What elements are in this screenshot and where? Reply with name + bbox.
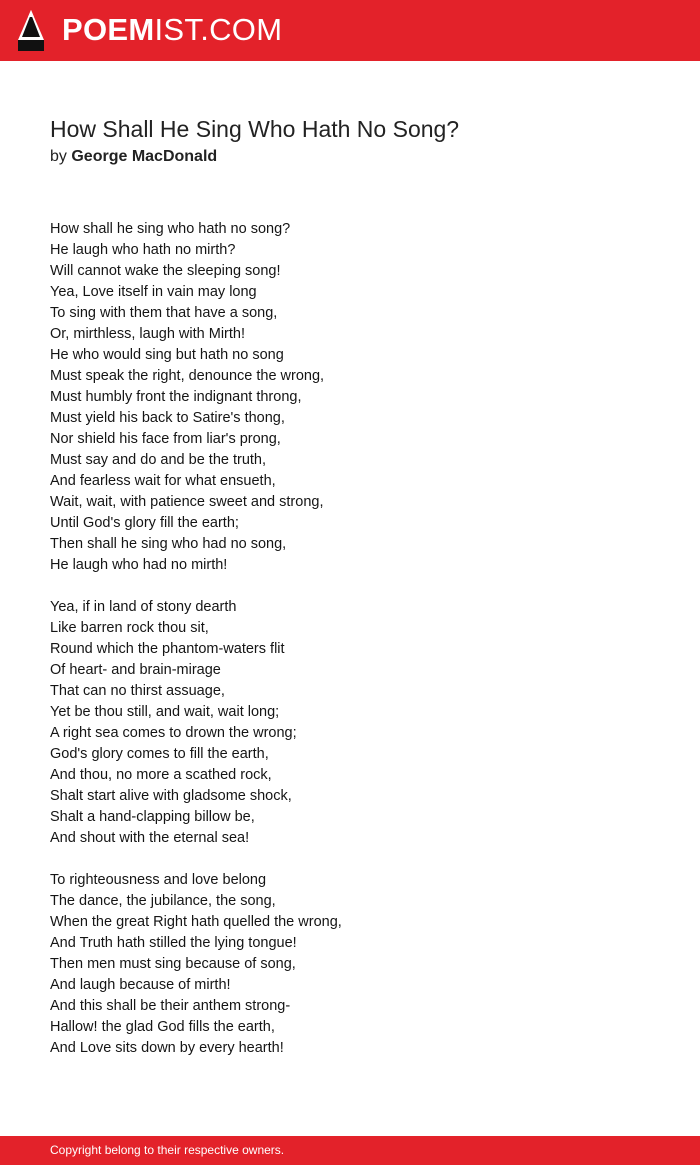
poem-line: He laugh who had no mirth! bbox=[50, 557, 228, 573]
poem-line: And shout with the eternal sea! bbox=[50, 830, 250, 846]
poem-line: Of heart- and brain-mirage bbox=[50, 662, 221, 678]
poem-line: He laugh who hath no mirth? bbox=[50, 242, 236, 258]
poem-line: Must say and do and be the truth, bbox=[50, 452, 267, 468]
stanza-3 bbox=[50, 870, 650, 1059]
poem-line: Yea, Love itself in vain may long bbox=[50, 284, 257, 300]
by-label: by bbox=[50, 148, 67, 165]
poem-line: Will cannot wake the sleeping song! bbox=[50, 263, 281, 279]
poem-line: How shall he sing who hath no song? bbox=[50, 221, 291, 237]
poem-line: God's glory comes to fill the earth, bbox=[50, 746, 269, 762]
poem-line: And this shall be their anthem strong- bbox=[50, 998, 291, 1014]
pencil-icon[interactable] bbox=[18, 10, 44, 51]
poem-line: Round which the phantom-waters flit bbox=[50, 641, 285, 657]
poem-line: And laugh because of mirth! bbox=[50, 977, 231, 993]
poem-body bbox=[50, 219, 650, 1080]
poem-line: To sing with them that have a song, bbox=[50, 305, 278, 321]
poem-line: A right sea comes to drown the wrong; bbox=[50, 725, 297, 741]
site-header bbox=[0, 0, 700, 61]
poem-line: Then men must sing because of song, bbox=[50, 956, 296, 972]
poem-line: Then shall he sing who had no song, bbox=[50, 536, 287, 552]
poem-line: When the great Right hath quelled the wrong, bbox=[50, 914, 342, 930]
poem-line: To righteousness and love belong bbox=[50, 872, 267, 888]
poem-line: And thou, no more a scathed rock, bbox=[50, 767, 272, 783]
poem-line: He who would sing but hath no song bbox=[50, 347, 284, 363]
poem-line: Shalt a hand-clapping billow be, bbox=[50, 809, 255, 825]
poem-line: Wait, wait, with patience sweet and strong, bbox=[50, 494, 324, 510]
poem-title: How Shall He Sing Who Hath No Song? bbox=[50, 116, 460, 142]
poem-line: Must speak the right, denounce the wrong, bbox=[50, 368, 325, 384]
brand-bold: POEM bbox=[62, 12, 155, 47]
poem-line: Yea, if in land of stony dearth bbox=[50, 599, 237, 615]
poem-line: And Love sits down by every hearth! bbox=[50, 1040, 284, 1056]
stanza-2 bbox=[50, 597, 650, 849]
poem-line: Must humbly front the indignant throng, bbox=[50, 389, 302, 405]
poem-line: The dance, the jubilance, the song, bbox=[50, 893, 276, 909]
poem-line: And fearless wait for what ensueth, bbox=[50, 473, 276, 489]
poem-line: Yet be thou still, and wait, wait long; bbox=[50, 704, 280, 720]
poem-line: Like barren rock thou sit, bbox=[50, 620, 209, 636]
copyright-text: Copyright belong to their respective owners. bbox=[50, 1143, 285, 1157]
poem-line: Until God's glory fill the earth; bbox=[50, 515, 239, 531]
brand-light: IST.COM bbox=[154, 12, 283, 47]
poem-line: That can no thirst assuage, bbox=[50, 683, 225, 699]
poem-line: Nor shield his face from liar's prong, bbox=[50, 431, 281, 447]
site-footer bbox=[0, 1136, 700, 1165]
poem-line: Shalt start alive with gladsome shock, bbox=[50, 788, 292, 804]
poem-line: Must yield his back to Satire's thong, bbox=[50, 410, 285, 426]
byline bbox=[50, 148, 217, 166]
site-logo-text[interactable] bbox=[62, 12, 282, 48]
author-name: George MacDonald bbox=[71, 148, 218, 165]
poem-line: Hallow! the glad God fills the earth, bbox=[50, 1019, 275, 1035]
poem-line: Or, mirthless, laugh with Mirth! bbox=[50, 326, 245, 342]
poem-line: And Truth hath stilled the lying tongue! bbox=[50, 935, 297, 951]
stanza-1 bbox=[50, 219, 650, 576]
